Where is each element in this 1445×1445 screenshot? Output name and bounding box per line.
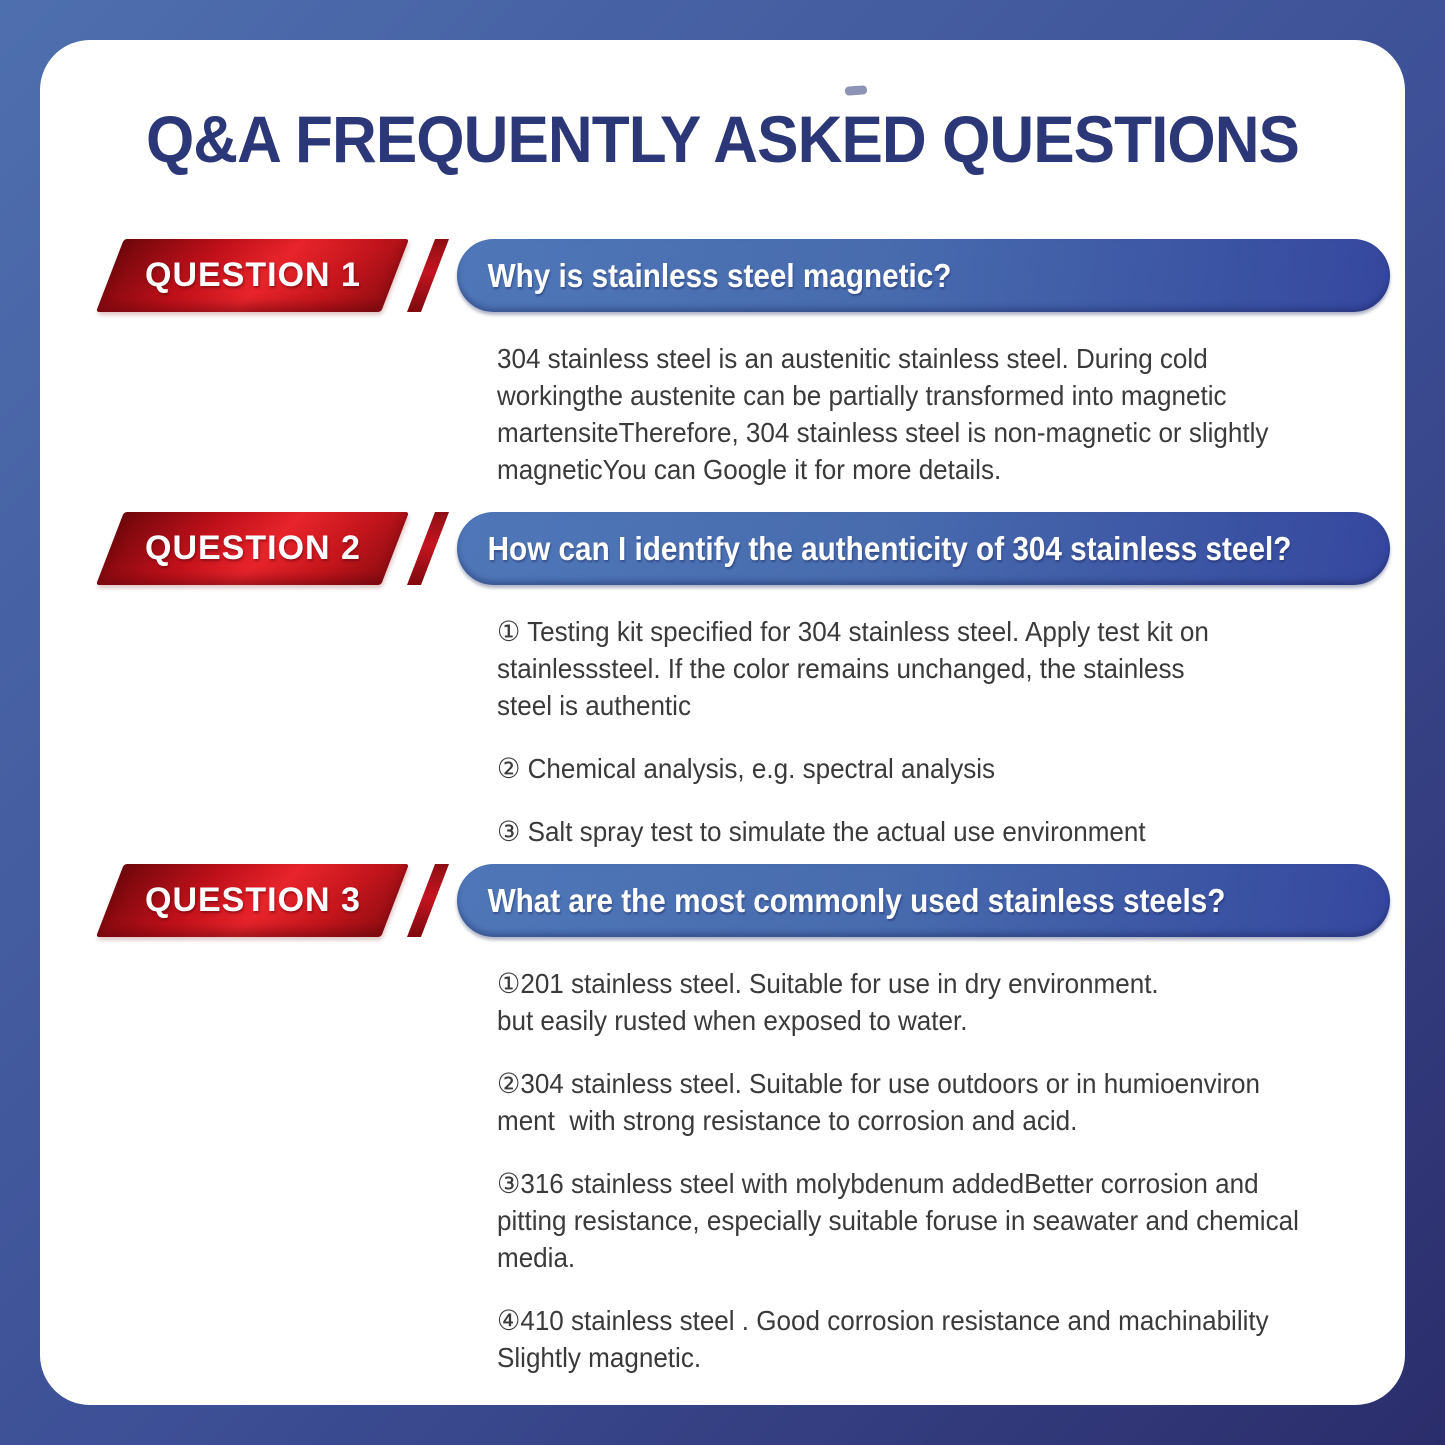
question-1-badge: [96, 239, 409, 312]
question-3-badge: [96, 864, 409, 937]
answer-line: ③ Salt spray test to simulate the actual use environment: [497, 816, 1146, 847]
answer-line: martensiteTherefore, 304 stainless steel is non-magnetic or slightly: [497, 417, 1269, 448]
answer-paragraph: [497, 813, 1365, 850]
question-2-header: [110, 512, 1390, 585]
question-2-badge-label: QUESTION 2: [144, 529, 361, 567]
answer-line: ③316 stainless steel with molybdenum addedBetter corrosion and: [497, 1168, 1259, 1199]
faq-card: [40, 40, 1405, 1405]
question-3-header: [110, 864, 1390, 937]
answer-paragraph: [497, 613, 1365, 724]
answer-line: ② Chemical analysis, e.g. spectral analysis: [497, 753, 996, 784]
question-2-answer: [497, 613, 1365, 850]
answer-line: but easily rusted when exposed to water.: [497, 1005, 968, 1036]
question-1-header: [110, 239, 1390, 312]
answer-paragraph: [497, 750, 1365, 787]
print-artifact-speck: [845, 85, 868, 96]
answer-line: ②304 stainless steel. Suitable for use outdoors or in humioenviron: [497, 1068, 1261, 1099]
question-2-text: How can I identify the authenticity of 304 stainless steel?: [487, 529, 1292, 567]
question-2-badge: [96, 512, 409, 585]
question-3-banner: [457, 864, 1390, 937]
red-slash-icon: [407, 239, 449, 312]
question-3-badge-label: QUESTION 3: [144, 881, 361, 919]
answer-line: stainlesssteel. If the color remains unchanged, the stainless: [497, 653, 1185, 684]
page-title: Q&A FREQUENTLY ASKED QUESTIONS: [145, 102, 1300, 176]
question-3-answer: [497, 965, 1365, 1376]
answer-paragraph: [497, 965, 1365, 1039]
answer-line: magneticYou can Google it for more details.: [497, 454, 1002, 485]
answer-line: ①201 stainless steel. Suitable for use in dry environment.: [497, 968, 1159, 999]
question-3-text: What are the most commonly used stainless steels?: [487, 881, 1226, 919]
answer-line: media.: [497, 1242, 576, 1273]
answer-line: ④410 stainless steel . Good corrosion resistance and machinability: [497, 1305, 1269, 1336]
question-1-answer: [497, 340, 1365, 488]
answer-line: pitting resistance, especially suitable foruse in seawater and chemical: [497, 1205, 1299, 1236]
answer-line: steel is authentic: [497, 690, 691, 721]
answer-paragraph: [497, 340, 1365, 488]
answer-paragraph: [497, 1302, 1365, 1376]
answer-paragraph: [497, 1065, 1365, 1139]
answer-line: workingthe austenite can be partially transformed into magnetic: [497, 380, 1227, 411]
answer-line: ① Testing kit specified for 304 stainless steel. Apply test kit on: [497, 616, 1209, 647]
red-slash-icon: [407, 864, 449, 937]
answer-line: 304 stainless steel is an austenitic stainless steel. During cold: [497, 343, 1208, 374]
answer-line: Slightly magnetic.: [497, 1342, 702, 1373]
question-1-banner: [457, 239, 1390, 312]
question-1-text: Why is stainless steel magnetic?: [487, 256, 952, 294]
question-2-banner: [457, 512, 1390, 585]
answer-paragraph: [497, 1165, 1365, 1276]
question-1-badge-label: QUESTION 1: [144, 256, 361, 294]
answer-line: ment with strong resistance to corrosion and acid.: [497, 1105, 1078, 1136]
red-slash-icon: [407, 512, 449, 585]
